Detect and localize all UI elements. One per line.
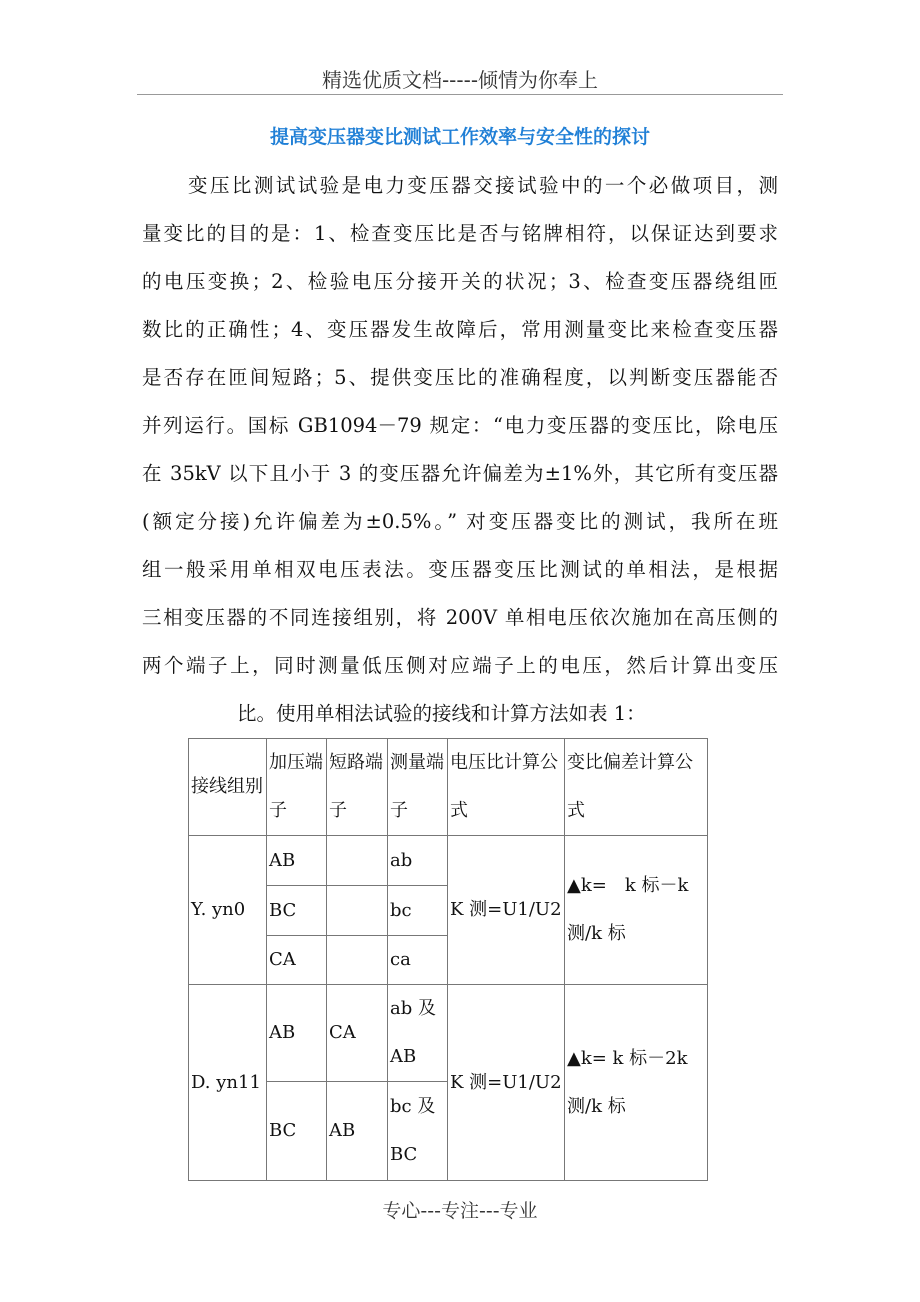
- table-header-row: [189, 739, 708, 836]
- cell: BC: [267, 1082, 327, 1181]
- deviation-formula: ▲k= k 标－k 测/k 标: [565, 836, 708, 985]
- page-header: 精选优质文档-----倾情为你奉上: [321, 68, 599, 92]
- paragraph-line: 比。使用单相法试验的接线和计算方法如表 1：: [237, 702, 646, 725]
- paragraph-line: 并列运行。国标 GB1094－79 规定：“电力变压器的变压比，除电压: [142, 414, 778, 437]
- header-cell: 电压比计算公式: [448, 739, 565, 836]
- ratio-formula: K 测=U1/U2: [448, 985, 565, 1181]
- paragraph-line: 的电压变换；2、检验电压分接开关的状况；3、检查变压器绕组匝: [142, 270, 778, 293]
- cell: [327, 936, 388, 985]
- paragraph-line: 两个端子上，同时测量低压侧对应端子上的电压，然后计算出变压: [142, 654, 778, 677]
- header-cell: 接线组别: [189, 739, 267, 836]
- paragraph-line: 组一般采用单相双电压表法。变压器变压比测试的单相法，是根据: [142, 558, 778, 581]
- paragraph-line: 量变比的目的是：1、检查变压比是否与铭牌相符，以保证达到要求: [142, 222, 778, 245]
- table-row: [189, 836, 708, 886]
- header-cell: 短路端子: [327, 739, 388, 836]
- header-cell: 测量端子: [388, 739, 448, 836]
- paragraph-line: (额定分接)允许偏差为±0.5%。” 对变压器变比的测试，我所在班: [142, 510, 778, 533]
- document-title: 提高变压器变比测试工作效率与安全性的探讨: [269, 126, 650, 148]
- ratio-formula: K 测=U1/U2: [448, 836, 565, 985]
- paragraph-line: 三相变压器的不同连接组别，将 200V 单相电压依次施加在高压侧的: [142, 606, 778, 629]
- header-cell: 加压端子: [267, 739, 327, 836]
- cell: [327, 836, 388, 886]
- cell: ab: [388, 836, 448, 886]
- header-divider: [137, 94, 783, 95]
- cell: CA: [267, 936, 327, 985]
- cell: ab 及 AB: [388, 985, 448, 1082]
- cell: AB: [327, 1082, 388, 1181]
- cell: bc: [388, 886, 448, 936]
- group-name: Y. yn0: [189, 836, 267, 985]
- header-cell: 变比偏差计算公式: [565, 739, 708, 836]
- cell: AB: [267, 985, 327, 1082]
- cell: BC: [267, 886, 327, 936]
- page-footer: 专心---专注---专业: [382, 1200, 538, 1222]
- paragraph-line: 在 35kV 以下且小于 3 的变压器允许偏差为±1%外，其它所有变压器: [142, 462, 778, 485]
- cell: bc 及 BC: [388, 1082, 448, 1181]
- cell: ca: [388, 936, 448, 985]
- deviation-formula: ▲k= k 标－2k 测/k 标: [565, 985, 708, 1181]
- cell: AB: [267, 836, 327, 886]
- cell: CA: [327, 985, 388, 1082]
- group-name: D. yn11: [189, 985, 267, 1181]
- method-table: [188, 738, 708, 1181]
- paragraph-line: 数比的正确性；4、变压器发生故障后，常用测量变比来检查变压器: [142, 318, 778, 341]
- cell: [327, 886, 388, 936]
- paragraph-line: 变压比测试试验是电力变压器交接试验中的一个必做项目，测: [188, 174, 778, 197]
- paragraph-line: 是否存在匝间短路；5、提供变压比的准确程度，以判断变压器能否: [142, 366, 778, 389]
- table-row: [189, 985, 708, 1082]
